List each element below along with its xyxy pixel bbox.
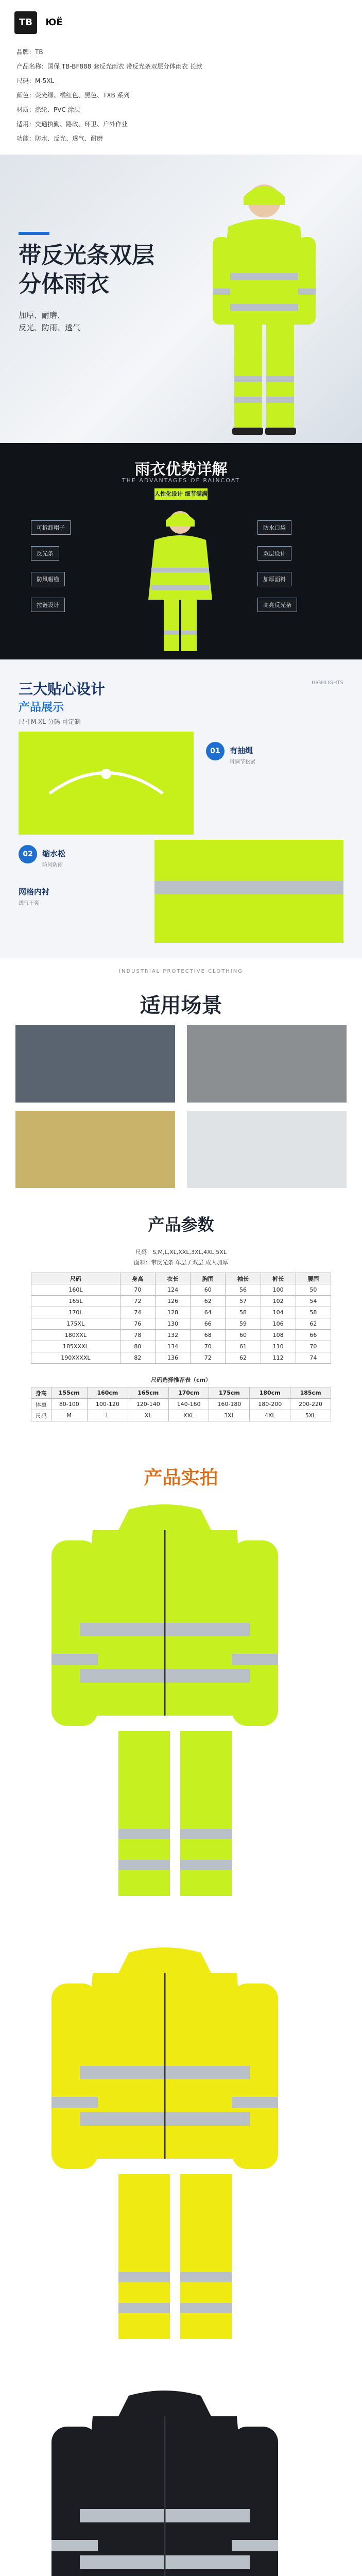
table-cell: 4XL xyxy=(250,1410,290,1421)
table-cell: 175XL xyxy=(31,1318,120,1330)
table-cell: 62 xyxy=(296,1318,331,1330)
table-cell: 57 xyxy=(226,1296,261,1307)
table-cell: 58 xyxy=(296,1307,331,1318)
table-cell: 80 xyxy=(120,1341,155,1352)
table-cell: 136 xyxy=(155,1352,190,1364)
hero-tag: 加厚、耐磨、 xyxy=(19,311,65,320)
param-line: 适用：交通执勤、路政、环卫、户外作业 xyxy=(16,121,128,128)
table-cell: 180XXL xyxy=(31,1330,120,1341)
detail-number-badge: 02 xyxy=(19,845,37,863)
table-cell: 3XL xyxy=(209,1410,250,1421)
detail-photo xyxy=(154,840,343,943)
table-cell: 140-160 xyxy=(168,1399,209,1410)
product-photos-section xyxy=(0,1458,362,2576)
rec-header: 170cm xyxy=(168,1387,209,1399)
brand-logo xyxy=(14,11,63,34)
feature-label: 高亮反光条 xyxy=(257,598,297,612)
advantages-subtitle: THE ADVANTAGES OF RAINCOAT xyxy=(122,477,240,484)
table-cell: 50 xyxy=(296,1284,331,1296)
brand-mark: TB xyxy=(14,11,37,34)
table-cell: L xyxy=(88,1410,128,1421)
drawstring-closeup xyxy=(19,732,194,835)
size-parameters-section xyxy=(0,1200,362,1458)
table-cell: 60 xyxy=(226,1330,261,1341)
table-row xyxy=(31,1330,331,1341)
size-table-header: 胸围 xyxy=(191,1273,226,1284)
hero-banner xyxy=(0,155,362,443)
feature-label: 可拆卸帽子 xyxy=(31,520,71,535)
product-parameters xyxy=(0,0,362,155)
scenes-title: 适用场景 xyxy=(140,994,222,1018)
details-title: 三大贴心设计 xyxy=(19,681,106,698)
table-row xyxy=(31,1410,331,1421)
size-table-header: 尺码 xyxy=(31,1273,120,1284)
application-scenes-section xyxy=(0,958,362,1200)
param-line: 材质：涤纶、PVC 涂层 xyxy=(16,106,80,113)
feature-label: 防风帽檐 xyxy=(31,572,65,586)
table-cell: 60 xyxy=(191,1284,226,1296)
table-cell: XXL xyxy=(168,1410,209,1421)
model-in-raincoat-figure xyxy=(187,170,341,438)
table-cell: 185XXXL xyxy=(31,1341,120,1352)
table-cell: 56 xyxy=(226,1284,261,1296)
param-line: 颜色：荧光绿、橘红色、黑色、TXB 系列 xyxy=(16,92,130,99)
table-row xyxy=(31,1352,331,1364)
table-row xyxy=(31,1318,331,1330)
hero-tag: 反光、防雨、透气 xyxy=(19,323,81,332)
table-cell: 尺码 xyxy=(31,1410,51,1421)
rec-header: 165cm xyxy=(128,1387,168,1399)
detail-note: 透气干爽 xyxy=(19,901,39,906)
feature-label: 加厚面料 xyxy=(257,572,291,586)
table-cell: 58 xyxy=(226,1307,261,1318)
rec-header: 185cm xyxy=(290,1387,331,1399)
size-table xyxy=(31,1273,331,1364)
table-cell: 59 xyxy=(226,1318,261,1330)
details-note: 尺寸M-XL 分码 可定制 xyxy=(19,718,81,725)
table-cell: 180-200 xyxy=(250,1399,290,1410)
table-cell: 130 xyxy=(155,1318,190,1330)
raincoat-set-illustration xyxy=(31,1499,331,1901)
table-cell: 62 xyxy=(226,1352,261,1364)
param-line: 尺码：M-5XL xyxy=(16,77,55,84)
table-cell: 124 xyxy=(155,1284,190,1296)
table-cell: 80-100 xyxy=(51,1399,87,1410)
table-row xyxy=(31,1307,331,1318)
table-cell: 82 xyxy=(120,1352,155,1364)
product-photo xyxy=(31,1499,331,1901)
detail-note: 可调节松紧 xyxy=(230,759,255,765)
scene-photo-industrial xyxy=(187,1111,347,1188)
table-cell: 72 xyxy=(191,1352,226,1364)
table-cell: 110 xyxy=(261,1341,296,1352)
param-line: 品牌：TB xyxy=(16,48,43,56)
table-cell: 70 xyxy=(120,1284,155,1296)
detail-photo xyxy=(19,732,194,835)
table-cell: 66 xyxy=(191,1318,226,1330)
table-cell: 108 xyxy=(261,1330,296,1341)
detail-name: 网格内衬 xyxy=(19,887,50,896)
size-table-title: 产品参数 xyxy=(148,1215,214,1234)
product-photo xyxy=(31,2385,331,2576)
table-cell: 61 xyxy=(226,1341,261,1352)
feature-label: 拉链设计 xyxy=(31,598,65,612)
photos-title: 产品实拍 xyxy=(144,1467,218,1488)
accent-bar xyxy=(19,232,49,235)
table-cell: 132 xyxy=(155,1330,190,1341)
detail-note: 防风防雨 xyxy=(42,862,63,868)
fabric-line: 面料：带反光条 单层 / 双层 成人加厚 xyxy=(134,1259,228,1266)
table-cell: 160L xyxy=(31,1284,120,1296)
table-cell: 76 xyxy=(120,1318,155,1330)
table-cell: 70 xyxy=(296,1341,331,1352)
table-cell: 68 xyxy=(191,1330,226,1341)
cuff-closeup xyxy=(154,840,343,943)
advantages-tag: 人性化设计 细节满满 xyxy=(154,488,208,500)
table-cell: 74 xyxy=(296,1352,331,1364)
scene-photo-construction xyxy=(15,1111,175,1188)
table-cell: XL xyxy=(128,1410,168,1421)
table-cell: 62 xyxy=(191,1296,226,1307)
table-cell: 134 xyxy=(155,1341,190,1352)
table-cell: 54 xyxy=(296,1296,331,1307)
size-table-header: 身高 xyxy=(120,1273,155,1284)
table-cell: 70 xyxy=(191,1341,226,1352)
size-table-header: 腰围 xyxy=(296,1273,331,1284)
size-recommend-caption: 尺码选择推荐表（cm） xyxy=(151,1377,211,1383)
table-row xyxy=(31,1296,331,1307)
table-cell: 72 xyxy=(120,1296,155,1307)
raincoat-set-illustration xyxy=(31,2385,331,2576)
sizes-line: 尺码：S,M,L,XL,XXL,3XL,4XL,5XL xyxy=(135,1249,227,1256)
feature-label: 双层设计 xyxy=(257,546,291,561)
table-cell: 100-120 xyxy=(88,1399,128,1410)
table-row xyxy=(31,1341,331,1352)
table-cell: 体重 xyxy=(31,1399,51,1410)
brand-suffix: ЮЁ xyxy=(45,17,63,28)
table-cell: 200-220 xyxy=(290,1399,331,1410)
rec-header: 身高 xyxy=(31,1387,51,1399)
table-cell: 128 xyxy=(155,1307,190,1318)
size-recommend-table xyxy=(31,1387,331,1421)
table-cell: 64 xyxy=(191,1307,226,1318)
table-cell: 102 xyxy=(261,1296,296,1307)
size-table-header: 袖长 xyxy=(226,1273,261,1284)
hero-title: 带反光条双层分体雨衣 xyxy=(19,242,154,297)
rec-header: 160cm xyxy=(88,1387,128,1399)
feature-label: 反光条 xyxy=(31,546,59,561)
hero-tags xyxy=(19,309,80,334)
param-line: 产品名称：国保 TB-BF888 套反光雨衣 带反光条双层分体雨衣 长款 xyxy=(16,63,202,70)
table-row xyxy=(31,1399,331,1410)
detail-name: 缩水松 xyxy=(42,849,66,858)
design-details-section xyxy=(0,659,362,958)
raincoat-figure xyxy=(129,507,232,656)
size-table-header: 衣长 xyxy=(155,1273,190,1284)
size-table-header: 裤长 xyxy=(261,1273,296,1284)
table-cell: 190XXXXL xyxy=(31,1352,120,1364)
table-row xyxy=(31,1284,331,1296)
table-cell: 126 xyxy=(155,1296,190,1307)
advantages-section xyxy=(0,443,362,659)
detail-name: 有抽绳 xyxy=(230,746,253,755)
table-cell: 5XL xyxy=(290,1410,331,1421)
table-cell: 100 xyxy=(261,1284,296,1296)
param-line: 功能：防水、反光、透气、耐磨 xyxy=(16,135,104,142)
detail-number-badge: 01 xyxy=(206,742,225,760)
table-cell: 165L xyxy=(31,1296,120,1307)
advantages-title: 雨衣优势详解 xyxy=(134,461,228,479)
rec-header: 155cm xyxy=(51,1387,87,1399)
feature-label: 防水口袋 xyxy=(257,520,291,535)
table-cell: 170L xyxy=(31,1307,120,1318)
table-cell: M xyxy=(51,1410,87,1421)
product-photo xyxy=(31,1942,331,2344)
table-cell: 106 xyxy=(261,1318,296,1330)
table-cell: 112 xyxy=(261,1352,296,1364)
details-eyebrow: HIGHLIGHTS xyxy=(312,680,343,686)
rec-header: 180cm xyxy=(250,1387,290,1399)
table-cell: 104 xyxy=(261,1307,296,1318)
table-cell: 160-180 xyxy=(209,1399,250,1410)
table-cell: 120-140 xyxy=(128,1399,168,1410)
scene-photo-cleaning xyxy=(187,1025,347,1103)
scene-photo-traffic xyxy=(15,1025,175,1103)
table-cell: 78 xyxy=(120,1330,155,1341)
rec-header: 175cm xyxy=(209,1387,250,1399)
scenes-eyebrow: INDUSTRIAL PROTECTIVE CLOTHING xyxy=(119,969,243,974)
table-cell: 74 xyxy=(120,1307,155,1318)
details-subtitle: 产品展示 xyxy=(19,701,64,714)
table-cell: 66 xyxy=(296,1330,331,1341)
raincoat-set-illustration xyxy=(31,1942,331,2344)
